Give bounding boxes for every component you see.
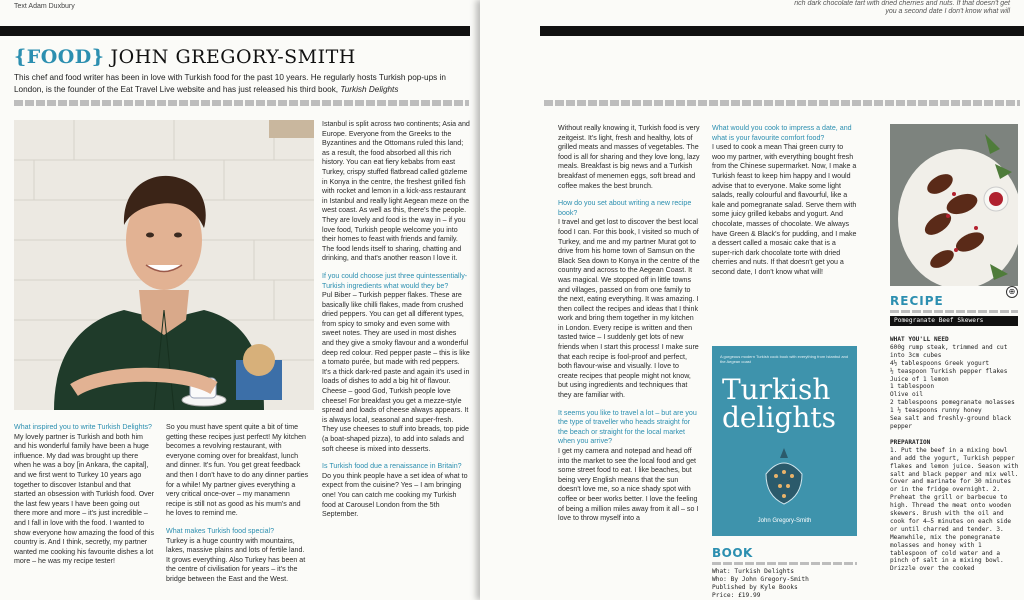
recipe-name: Pomegranate Beef Skewers (890, 316, 1018, 326)
answer: Istanbul is split across two continents; Asia and Europe. Everyone from the Greeks to the Byzantines and the Ottomans ruled this land; as a result, the food absorbed all this rich history. You can eat fiery kebabs from east Turkey, crispy stuffed flatbread called gözleme in Konya in the centre, the freshest grilled fish with rocket and lemon in a kick-ass restaurant in Istanbul and really light Aegean meze on the west coast. As well as this, there's the people. They are lovely and food is the way in – if you love food, Turkish people welcome you into their homes to feast with friends and family. The food lends itself to sharing, chatting and drinking, and that's another reason I love it. (322, 120, 470, 263)
answer: Pul Biber – Turkish pepper flakes. These are basically like chilli flakes, made from crushed dried peppers. You can get all different types, from spicy to smoky and even some with sweet notes. They are used in most dishes and they give a smoky flavour and a wonderful deep red colour. Red pepper paste – this is like a tomato purée, but made with red peppers. It's a thick dark-red paste and again it's used in loads of dishes to add a big hit of flavour. Cheese – good God, Turkish people love cheese! For breakfast you get a mezze-style spread and loads of cheese always appears. It is always local, seasonal and super-fresh. They use cheeses to stuff into breads, top pide (a boat-shaped pizza), to add into salads and soft cheese is mixed into desserts. (322, 291, 470, 453)
column-2 (712, 124, 857, 324)
question: It seems you like to travel a lot – but are you the type of traveller who heads straight for the beach or straight for the local market when you arrive? (558, 408, 697, 446)
ingredient: 1 ½ teaspoons runny honey (890, 407, 982, 415)
question: Is Turkish food due a renaissance in Britain? (322, 462, 462, 471)
recipe-body (890, 332, 1020, 600)
book-heading: BOOK (712, 546, 753, 560)
portrait-photo (14, 120, 314, 410)
answer: Do you think people have a set idea of what to expect from the cuisine? Yes – I am bringing one! You can catch me cooking my Turkish food at Carousel London from the 5th September. (322, 471, 468, 519)
question: If you could choose just three quintessentially-Turkish ingredients what would they be? (322, 271, 468, 290)
qa-block (322, 462, 470, 520)
cover-title-line-1: Turkish (722, 373, 831, 406)
standfirst-text: This chef and food writer has been in love with Turkish food for the past 10 years. He regularly hosts Turkish pop-ups in London, is the founder of the Eat Travel Live website and has just released his third book, (14, 73, 446, 94)
column-2 (166, 423, 310, 600)
standfirst (14, 72, 469, 96)
qa-block (558, 124, 700, 191)
answer: Turkey is a huge country with mountains, lakes, massive plains and lots of fertile land. It grows everything. Also Turkey has been at the centre of civilisation for years – it's the bridge between the East and the West. (166, 536, 306, 583)
qa-block (166, 527, 310, 585)
preparation-heading: PREPARATION (890, 438, 931, 446)
qa-block (322, 120, 470, 264)
headline-name: JOHN GREGORY-SMITH (110, 46, 356, 68)
book-what: What: Turkish Delights (712, 568, 794, 575)
cover-author: John Gregory-Smith (757, 518, 812, 524)
book-cover (712, 346, 857, 536)
lamp-icon (754, 444, 814, 510)
right-page (480, 0, 1024, 600)
top-pull-quote: rich dark chocolate tart with dried cherries and nuts. If that doesn't get you a second date I don't know what will (794, 0, 1010, 15)
qa-block (558, 199, 700, 400)
divider-rule (890, 310, 1018, 313)
answer: I used to cook a mean Thai green curry to woo my partner, with everything bought fresh from the Chinese supermarket. Now, I make a Turkish feast to keep him happy and I would advise that to everyone. Make some light salads, really colourful and flavourful, like a kale and pomegranate salad. Serve them with some juicy grilled kebabs and yogurt. And chocolate, masses of chocolate. We always have Green & Black's for pudding, and I make a dessert called a mosaic cake that is a super-rich dark chocolate torte with dried cherries and nuts. If that doesn't get you a second date, I don't know what will! (712, 143, 857, 276)
question: What makes Turkish food special? (166, 526, 275, 535)
book-publisher: Published by Kyle Books (712, 584, 798, 591)
cover-blurb: A gorgeous modern Turkish cook book with everything from Istanbul and the Aegean coast (720, 354, 849, 364)
left-page (0, 0, 485, 600)
food-photo (890, 124, 1018, 286)
book-info (712, 568, 857, 600)
qa-block (14, 423, 154, 567)
divider-rule (712, 562, 857, 565)
recipe-heading: RECIPE (890, 294, 944, 308)
add-icon: ⊕ (1006, 286, 1018, 298)
byline: Text Adam Duxbury (14, 3, 75, 10)
ingredients-heading: WHAT YOU'LL NEED (890, 336, 949, 343)
top-bar (0, 26, 470, 36)
qa-block (322, 272, 470, 454)
question: What inspired you to write Turkish Delights? (14, 423, 152, 431)
question: How do you set about writing a new recipe book? (558, 199, 692, 217)
answer: Without really knowing it, Turkish food is very zeitgeist. It's light, fresh and healthy, lots of grilled meats and masses of vegetables. The food is all for sharing and they love long, lazy meals. Breakfast is big news and a Turkish breakfast of menemen eggs, soft bread and coffee makes the best brunch. (558, 124, 700, 190)
answer: So you must have spent quite a bit of time getting these recipes just perfect! My kitchen becomes a revolving restaurant, with everyone coming over for breakfast, lunch and dinner. It's fun. You get great feedback and then I don't have to do any dinner parties for a while! My partner gives everything a very critical once-over – my manamenn recipe is still not as good as his mum's and he loves to remind me. (166, 423, 309, 518)
headline (14, 46, 356, 68)
ingredient: Olive oil (890, 391, 924, 399)
ingredient: 600g rump steak, trimmed and cut into 3cm cubes (890, 343, 1008, 359)
ingredient: 1 tablespoon (890, 383, 935, 391)
ingredient: 4½ tablespoons Greek yogurt (890, 359, 990, 367)
qa-block (166, 423, 310, 519)
answer: I get my camera and notepad and head off into the market to see the local food and get some street food to eat. I like beaches, but being very English means that the sun doesn't love me, so a nice shady spot with coffee or beer works better. I love the feeling of being a million miles away from it all – so I love to throw myself into a (558, 447, 699, 523)
preparation-steps: 1. Put the beef in a mixing bowl and add the yogurt, Turkish pepper flakes and lemon juice. Season with salt and black pepper and mix well. Cover and marinate for 30 minutes or in the fridge overnight. 2. Preheat the grill or barbecue to high. Thread the meat onto wooden skewers. Brush with the oil and cook for 4–5 minutes on each side or until charred and tender. 3. Meanwhile, mix the pomegranate molasses and honey with 1 tablespoon of cold water and a pinch of salt in a mixing bowl. Drizzle over the cooked (890, 446, 1019, 573)
answer: I travel and get lost to discover the best local food I can. For this book, I visited so much of Turkey, and me and my partner Murat got to drive from his home town of Samsun on the Black Sea down to Konya in the centre of the country and across to the Aegean Coast. It was magical. We stopped off in little towns and villages, passed on from one family to the next, eating everything. It was amazing. I then collect the recipes and ideas that I think work and bring them together in my kitchen in London. Every recipe is written and then tasted twice – I suddenly get lots of new friends when I start this process! I make sure that each recipe is fool-proof and perfect, both flavour-wise and visually. I love to create recipes that people might not know, but using ingredients and techniques that they are familiar with. (558, 218, 700, 400)
question: What would you cook to impress a date, and what is your favourite comfort food? (712, 124, 852, 142)
cover-title-line-2: delights (722, 401, 836, 434)
ingredient: Sea salt and freshly-ground black pepper (890, 415, 1012, 430)
ingredient: 2 tablespoons pomegranate molasses (890, 399, 1015, 407)
ingredient: Juice of 1 lemon (890, 375, 949, 383)
column-1 (558, 124, 700, 600)
top-bar (540, 26, 1024, 36)
ingredient: ½ teaspoon Turkish pepper flakes (890, 367, 1008, 375)
book-price: Price: £19.99 (712, 592, 761, 599)
cover-title (722, 373, 836, 434)
book-who: Who: By John Gregory-Smith (712, 576, 809, 583)
section-tag: {FOOD} (14, 46, 105, 68)
qa-block (558, 409, 700, 524)
divider-rule (544, 100, 1020, 106)
qa-block (712, 124, 857, 278)
column-3 (322, 120, 470, 600)
answer: My lovely partner is Turkish and both him and his wonderful family have been a huge influence. My dad was brought up there when he was a boy [in Ankara, the capital], and we first went to Turkey 10 years ago together to discover Istanbul and that started an obsession with Turkish food. Over the last few years I have been going out there more and more – it's just incredible – and I fall in love with the food. I wanted to show everyone how amazing the food of this country is. And I think, secretly, my partner wanted me cooking his favourite dishes a lot more – he was my recipe tester! (14, 432, 154, 566)
divider-rule (14, 100, 469, 106)
standfirst-book-title: Turkish Delights (340, 85, 399, 94)
column-1 (14, 423, 154, 600)
